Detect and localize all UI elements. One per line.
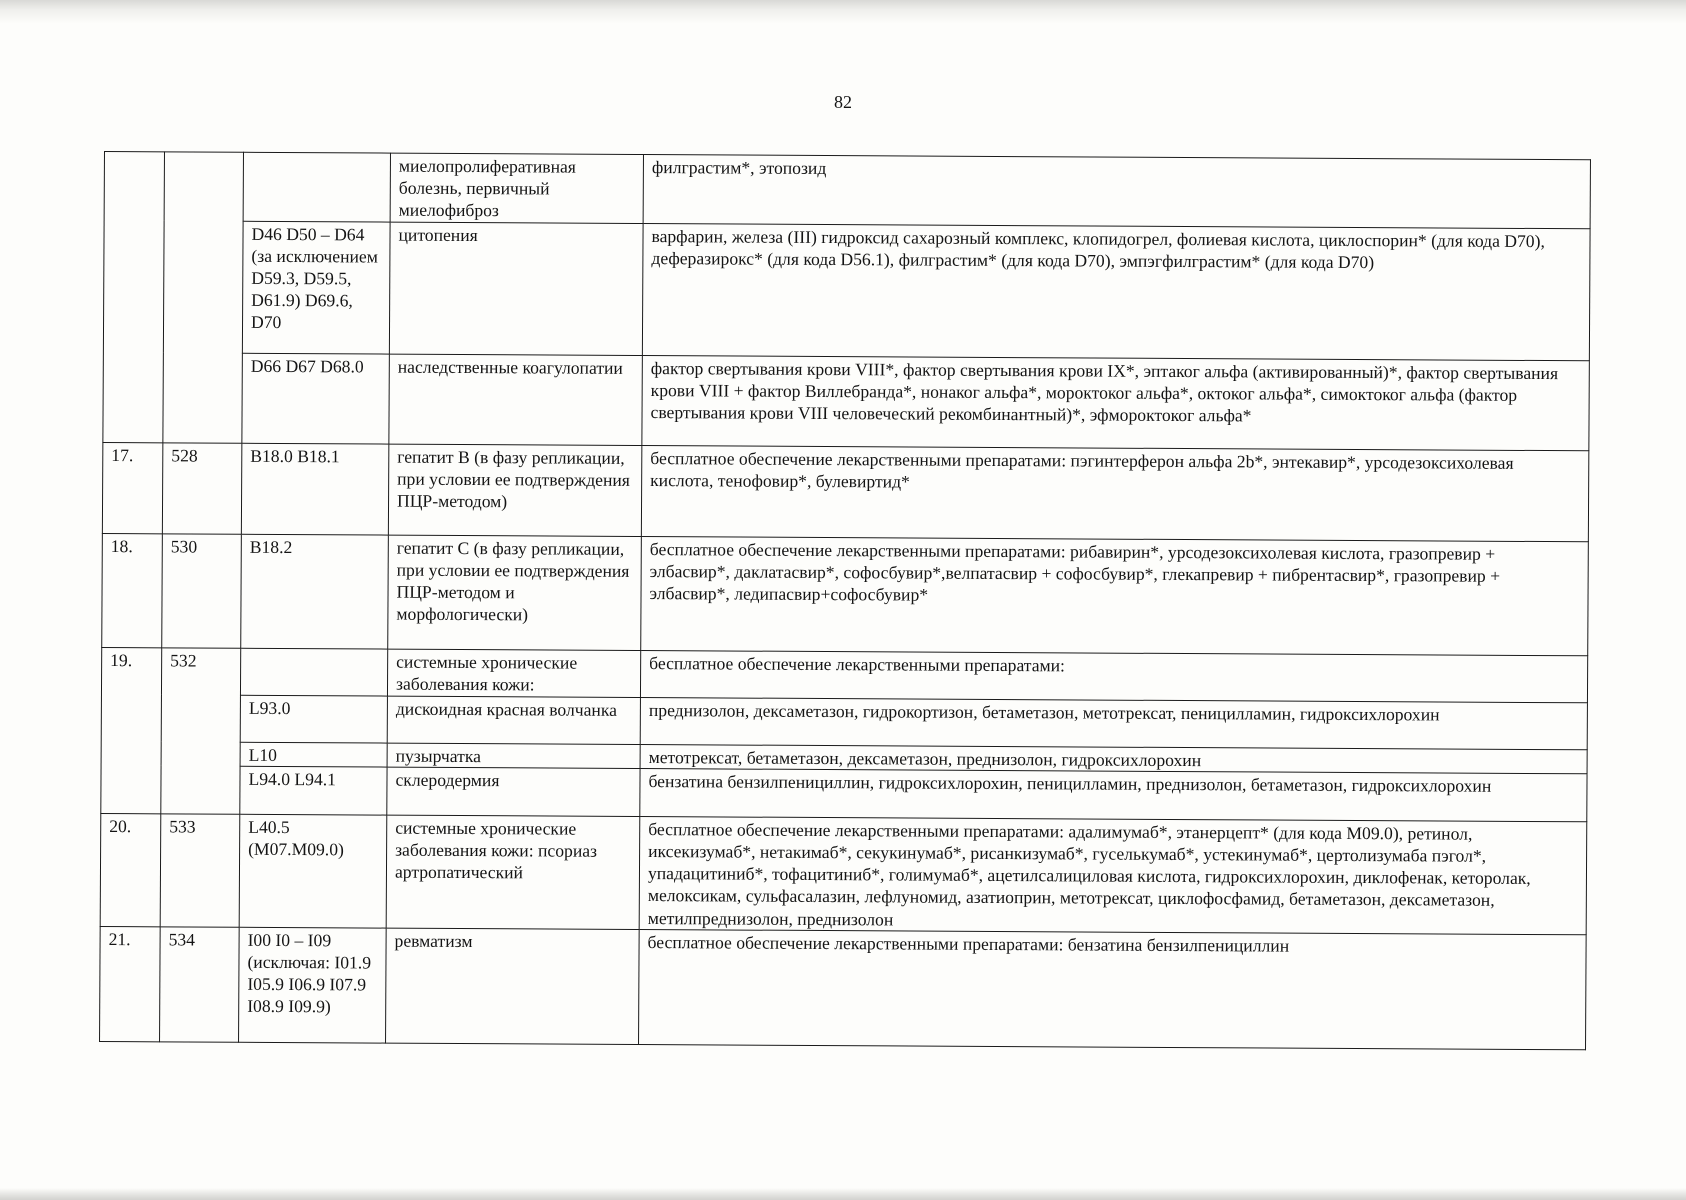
icd-code-cell: L10 — [240, 742, 387, 767]
row-number-cell: 20. — [100, 813, 161, 926]
table-row — [102, 442, 1588, 541]
table-row — [101, 647, 1587, 702]
icd-code-cell — [243, 152, 390, 221]
table-row — [101, 765, 1587, 821]
drugs-cell: бензатина бензилпенициллин, гидроксихлорохин, пеницилламин, преднизолон, бетаметазон, гидроксихлорохин — [640, 768, 1587, 821]
list-code-cell: 534 — [160, 927, 240, 1042]
table-row — [103, 220, 1590, 360]
disease-cell: дискоидная красная волчанка — [387, 696, 640, 744]
table-row — [104, 152, 1590, 229]
row-number-cell: 19. — [101, 647, 162, 814]
drugs-cell: бесплатное обеспечение лекарственными препаратами: бензатина бензилпенициллин — [639, 929, 1587, 1049]
drugs-cell: бесплатное обеспечение лекарственными препаратами: пэгинтерферон альфа 2b*, энтекавир*, урсодезоксихолевая кислота, тенофовир*, булевиртид* — [641, 445, 1588, 541]
drugs-cell: варфарин, железа (III) гидроксид сахарозный комплекс, клопидогрел, фолиевая кислота, циклоспорин* (для кода D70), деферазирокс* (для кода D56.1), филграстим* (для кода D70), эмпэгфилграстим* (для кода D70) — [642, 223, 1590, 360]
list-code-cell: 530 — [162, 533, 242, 647]
list-code-cell: 532 — [161, 647, 241, 814]
disease-cell: миелопролиферативная болезнь, первичный миелофиброз — [390, 153, 643, 223]
table-row — [100, 813, 1587, 934]
icd-code-cell: L94.0 L94.1 — [240, 766, 387, 815]
icd-code-cell: B18.2 — [241, 534, 389, 649]
drugs-cell: преднизолон, дексаметазон, гидрокортизон, бетаметазон, метотрексат, пеницилламин, гидроксихлорохин — [640, 697, 1587, 749]
row-number-cell: 17. — [102, 442, 163, 533]
drug-provision-table — [99, 151, 1591, 1050]
disease-cell: гепатит C (в фазу репликации, при условии ее подтверждения ПЦР-методом и морфологически) — [388, 535, 642, 650]
icd-code-cell: L40.5 (M07.M09.0) — [239, 814, 387, 928]
icd-code-cell: B18.0 B18.1 — [241, 443, 389, 535]
row-number-cell: 18. — [102, 533, 163, 647]
drugs-cell: бесплатное обеспечение лекарственными препаратами: рибавирин*, урсодезоксихолевая кислота, гразопревир + элбасвир*, даклатасвир*, софосбувир*,велпатасвир + софосбувир*, глекапревир + пибрентасвир*, гразопревир + элбасвир*, ледипасвир+софосбувир* — [641, 536, 1589, 655]
disease-cell: наследственные коагулопатии — [389, 354, 642, 445]
disease-cell: системные хронические заболевания кожи: псориаз артропатический — [386, 815, 640, 929]
row-number-cell: 21. — [100, 926, 161, 1041]
drugs-cell: филграстим*, этопозид — [643, 155, 1590, 229]
icd-code-cell: L93.0 — [240, 695, 387, 743]
icd-code-cell: D46 D50 – D64 (за исключением D59.3, D59.5, D61.9) D69.6, D70 — [242, 221, 390, 354]
scan-bottom-edge — [0, 1188, 1686, 1200]
page-number: 82 — [834, 92, 852, 112]
disease-cell: пузырчатка — [387, 743, 640, 769]
table-row — [102, 533, 1589, 655]
drugs-cell: фактор свертывания крови VIII*, фактор свертывания крови IX*, эптаког альфа (активированный)*, фактор свертывания крови VIII + фактор Виллебранда*, нонаког альфа*, мороктоког альфа*, октоког альфа*, симоктоког альфа (фактор свертывания крови VIII человеческий рекомбинантный)*, эфмороктоког альфа* — [642, 355, 1589, 450]
table-row — [103, 352, 1589, 450]
list-code-cell: 528 — [162, 442, 242, 533]
disease-cell: гепатит B (в фазу репликации, при условии ее подтверждения ПЦР-методом) — [388, 444, 642, 536]
drugs-cell: бесплатное обеспечение лекарственными препаратами: адалимумаб*, этанерцепт* (для кода M09.0), ретинол, иксекизумаб*, нетакимаб*, секукинумаб*, рисанкизумаб*, гуселькумаб*, устекинумаб*, цертолизумаба пэгол*, упадацитиниб*, тофацитиниб*, голимумаб*, ацетилсалициловая кислота, гидроксихлорохин, диклофенак, кеторолак, мелоксикам, сульфасалазин, лефлуномид, азатиоприн, метотрексат, циклофосфамид, бетаметазон, дексаметазон, метилпреднизолон, преднизолон — [639, 816, 1587, 934]
list-code-cell — [163, 152, 244, 443]
scan-top-edge — [0, 0, 1686, 24]
list-code-cell: 533 — [160, 814, 240, 927]
icd-code-cell: I00 I0 – I09 (исключая: I01.9 I05.9 I06.9 I07.9 I08.9 I09.9) — [239, 927, 387, 1043]
drugs-cell: метотрексат, бетаметазон, дексаметазон, преднизолон, гидроксихлорохин — [640, 744, 1587, 773]
disease-cell: цитопения — [389, 222, 643, 355]
icd-code-cell — [240, 648, 387, 696]
row-number-cell — [103, 152, 165, 443]
table-row — [100, 926, 1587, 1049]
table-row — [101, 694, 1587, 749]
disease-cell: ревматизм — [386, 928, 640, 1044]
disease-cell: склеродермия — [387, 767, 640, 816]
drugs-cell: бесплатное обеспечение лекарственными препаратами: — [640, 650, 1587, 702]
icd-code-cell: D66 D67 D68.0 — [242, 353, 390, 444]
disease-cell: системные хронические заболевания кожи: — [387, 649, 640, 697]
